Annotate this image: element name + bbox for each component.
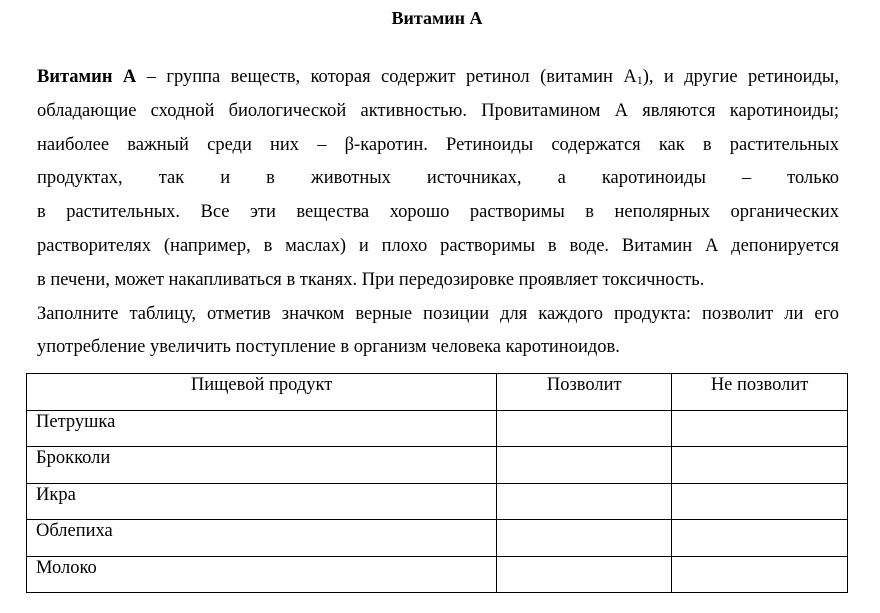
- paragraph-line-6: растворителях (например, в маслах) и плохо растворимы в воде. Витамин А депонируется: [37, 235, 839, 256]
- task-line-2: употребление увеличить поступление в организм человека каротиноидов.: [37, 337, 620, 358]
- answer-table: [26, 373, 848, 593]
- table-header-row: [27, 374, 848, 411]
- page-title: Витамин А: [391, 8, 483, 28]
- allows-cell[interactable]: [497, 410, 672, 447]
- allows-cell[interactable]: [497, 483, 672, 520]
- paragraph-line-3: наиболее важный среди них – β-каротин. Ретиноиды содержатся как в растительных: [37, 134, 839, 155]
- term-bold: Витамин А: [37, 67, 137, 87]
- product-cell: Молоко: [27, 556, 497, 593]
- paragraph: [37, 61, 839, 365]
- allows-cell[interactable]: [497, 447, 672, 484]
- paragraph-line-4: продуктах, так и в животных источниках, а каротиноиды – только: [37, 168, 839, 189]
- paragraph-line-7: в печени, может накапливаться в тканях. При передозировке проявляет токсичность.: [37, 269, 705, 290]
- header-allows: Позволит: [497, 374, 672, 411]
- paragraph-line-1-part-a: – группа веществ, которая содержит ретинол (витамин А: [136, 67, 637, 87]
- table-row: [27, 410, 848, 447]
- product-cell: Брокколи: [27, 447, 497, 484]
- table-row: [27, 520, 848, 557]
- paragraph-line-1: [37, 61, 839, 95]
- not-allows-cell[interactable]: [672, 447, 848, 484]
- table-row: [27, 556, 848, 593]
- paragraph-line-1-part-b: ), и другие ретиноиды,: [642, 67, 839, 87]
- header-product: Пищевой продукт: [27, 374, 497, 411]
- not-allows-cell[interactable]: [672, 520, 848, 557]
- task-line-1: Заполните таблицу, отметив значком верные позиции для каждого продукта: позволит ли его: [37, 303, 839, 324]
- table-row: [27, 483, 848, 520]
- product-cell: Икра: [27, 483, 497, 520]
- allows-cell[interactable]: [497, 520, 672, 557]
- product-cell: Облепиха: [27, 520, 497, 557]
- table-row: [27, 447, 848, 484]
- allows-cell[interactable]: [497, 556, 672, 593]
- not-allows-cell[interactable]: [672, 410, 848, 447]
- not-allows-cell[interactable]: [672, 556, 848, 593]
- paragraph-line-2: обладающие сходной биологической активностью. Провитамином А являются каротиноиды;: [37, 100, 839, 121]
- product-cell: Петрушка: [27, 410, 497, 447]
- paragraph-line-5: в растительных. Все эти вещества хорошо растворимы в неполярных органических: [37, 202, 839, 223]
- header-not-allows: Не позволит: [672, 374, 848, 411]
- subscript: 1: [636, 73, 643, 87]
- not-allows-cell[interactable]: [672, 483, 848, 520]
